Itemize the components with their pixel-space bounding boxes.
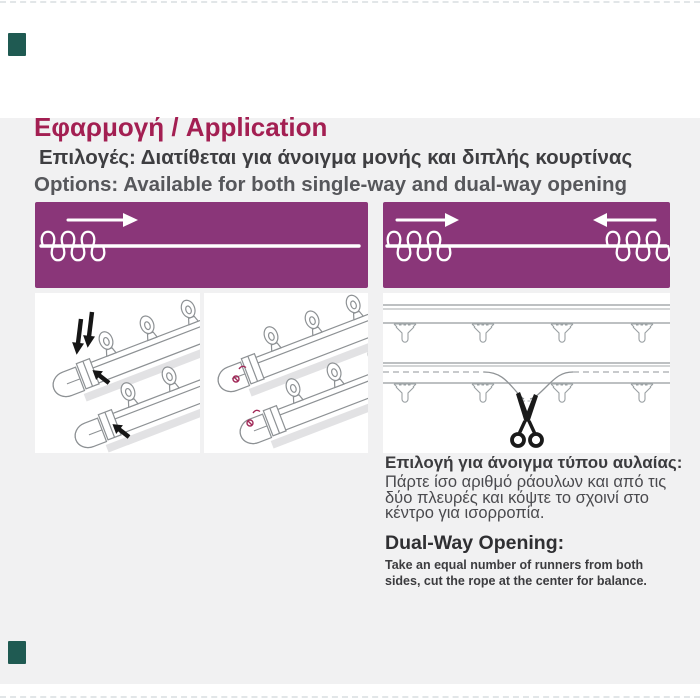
dual-way-banner bbox=[383, 202, 670, 288]
thumbnail-nav-marker-bottom[interactable] bbox=[8, 641, 26, 664]
dual-way-diagram bbox=[383, 202, 670, 288]
page-bottom-dash-border bbox=[0, 696, 700, 698]
rail-isometric-screws-diagram bbox=[204, 293, 368, 453]
panel-cut-rope bbox=[383, 293, 670, 453]
single-way-banner bbox=[35, 202, 368, 288]
rail-isometric-insert-diagram bbox=[35, 293, 200, 453]
single-way-diagram bbox=[35, 202, 368, 288]
page-title: Εφαρμογή / Application bbox=[34, 112, 328, 142]
instructions-block bbox=[385, 454, 697, 589]
scissors-icon bbox=[512, 392, 542, 446]
instruction-greek-heading: Επιλογή για άνοιγμα τύπου αυλαίας: bbox=[385, 453, 683, 472]
rail-front-view bbox=[383, 305, 670, 401]
arrow-right-icon bbox=[68, 213, 138, 227]
arrow-right-icon bbox=[397, 213, 459, 227]
thumbnail-nav-marker-top[interactable] bbox=[8, 33, 26, 56]
instruction-english-body: Take an equal number of runners from both sides, cut the rope at the center for balance. bbox=[385, 558, 647, 588]
instruction-english-heading: Dual-Way Opening: bbox=[385, 532, 565, 555]
panel-secure-screws bbox=[204, 293, 368, 453]
instruction-greek-body: Πάρτε ίσο αριθμό ράουλων και από τις δύο πλευρές και κόψτε το σχοινί στο κέντρο για ισορροπία. bbox=[385, 472, 667, 523]
arrow-left-icon bbox=[593, 213, 655, 227]
panel-insert-runners bbox=[35, 293, 200, 453]
insert-down-arrows-icon bbox=[71, 311, 98, 355]
rails-front-scissors-diagram bbox=[383, 293, 670, 453]
page-top-dash-border bbox=[0, 1, 700, 3]
subtitle-greek: Επιλογές: Διατίθεται για άνοιγμα μονής και διπλής κουρτίνας bbox=[39, 146, 633, 169]
subtitle-english: Options: Available for both single-way and dual-way opening bbox=[34, 173, 628, 196]
